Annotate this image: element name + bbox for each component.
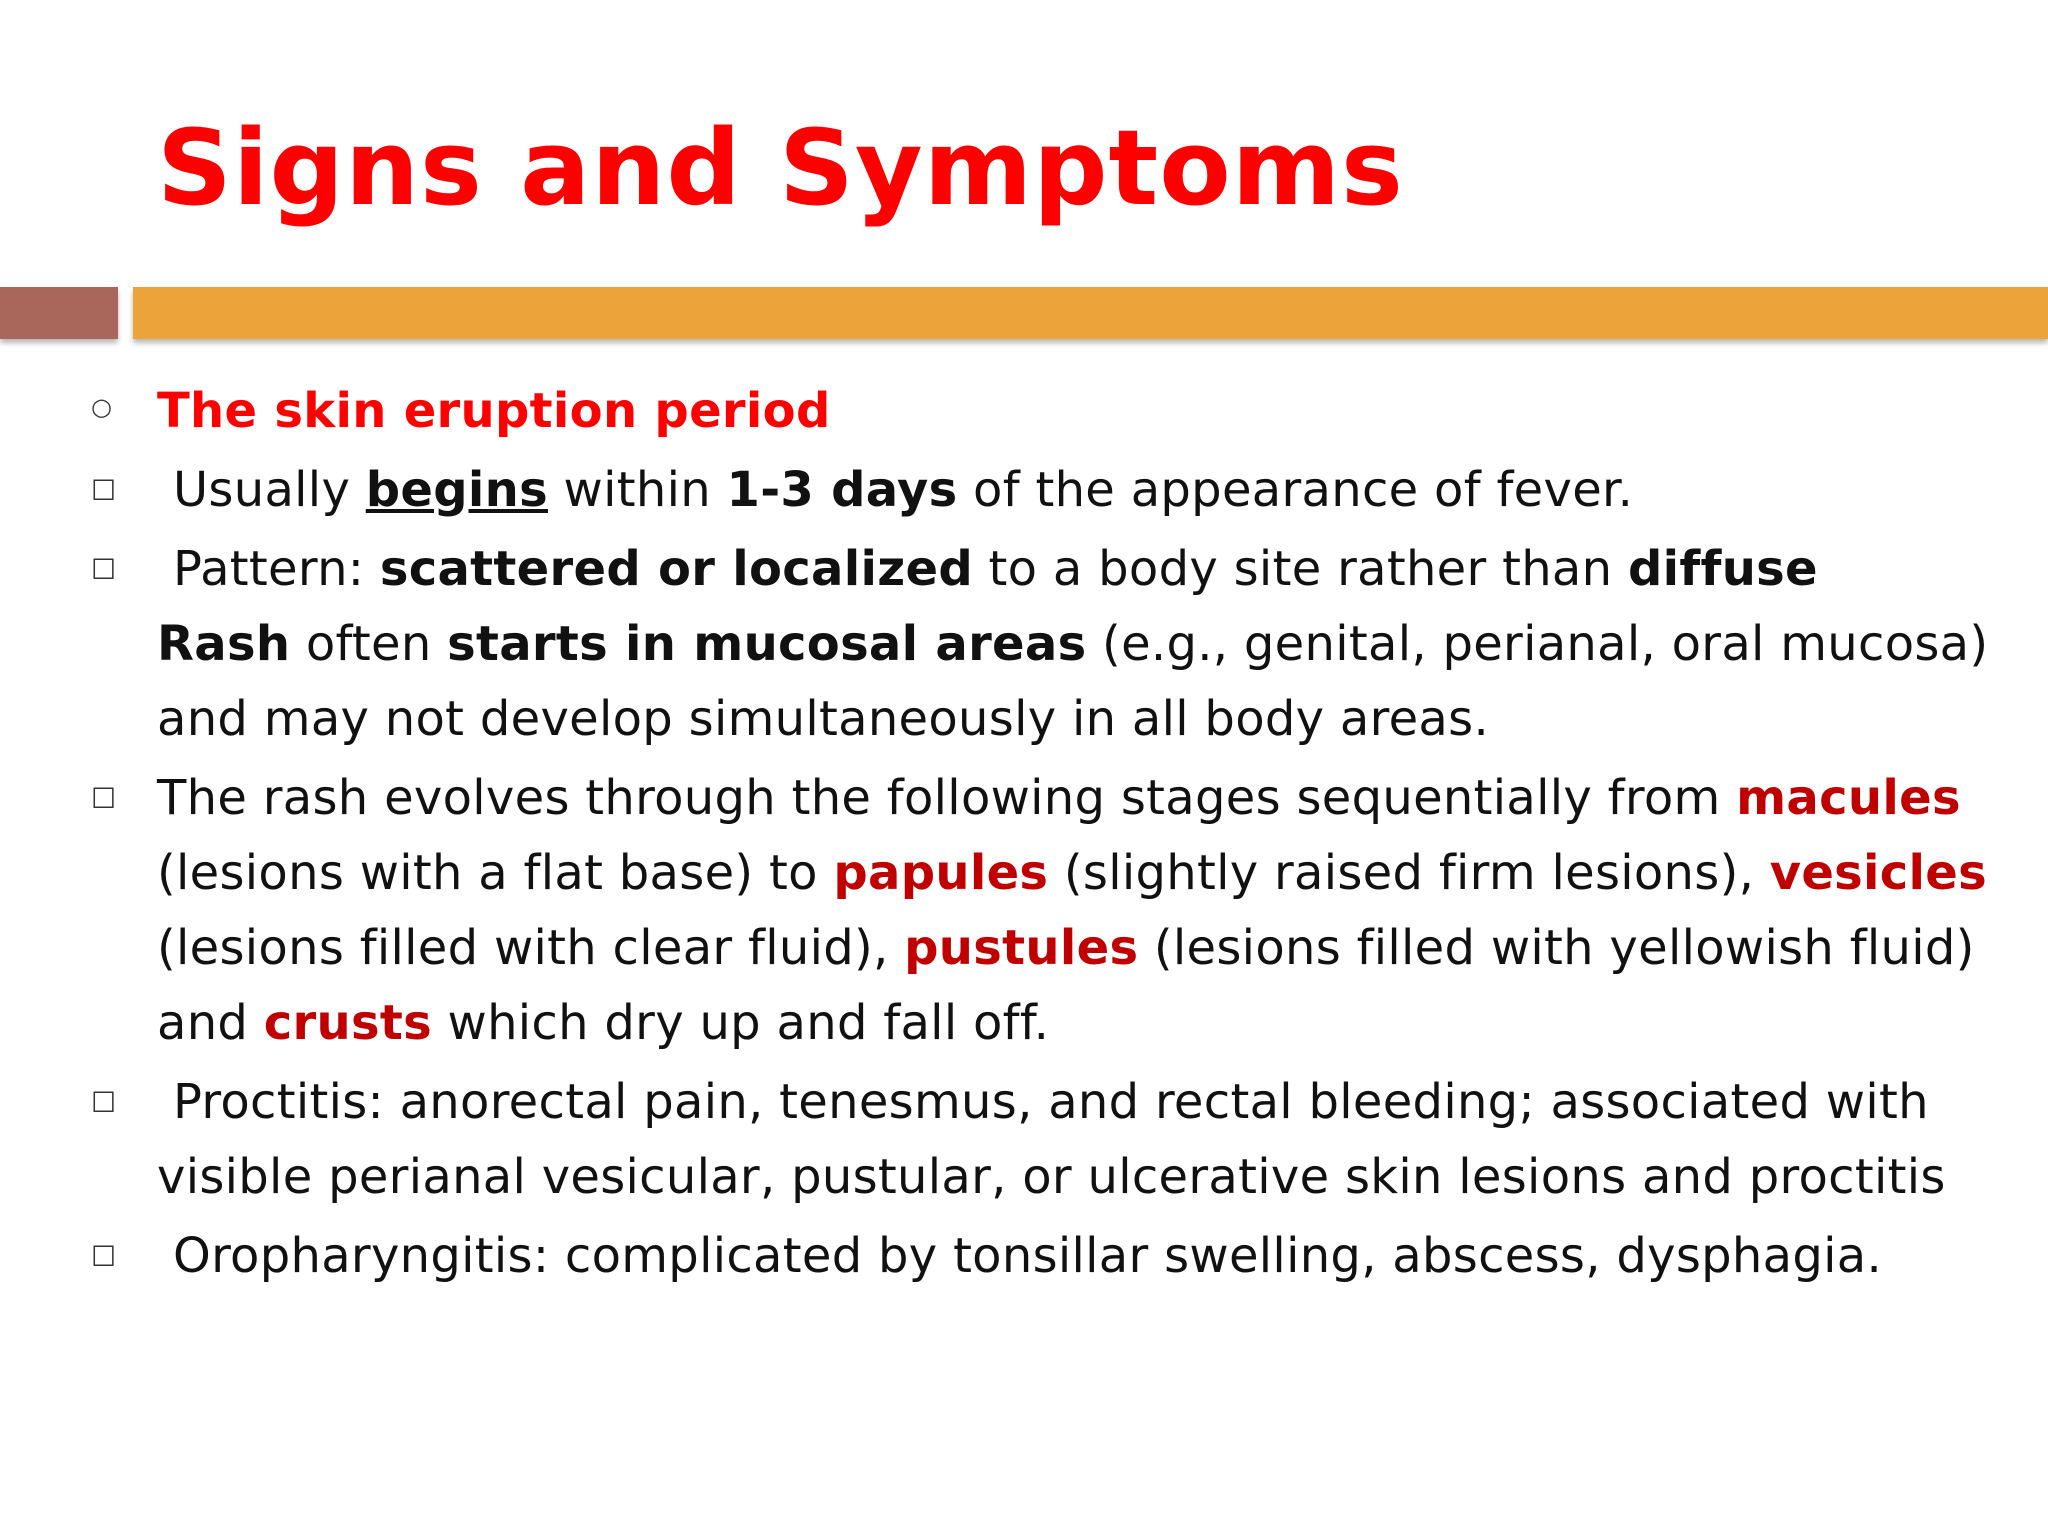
square-outline-icon: ☐ <box>91 1086 117 1119</box>
text-span: (lesions with a flat base) to <box>157 845 834 901</box>
text-span: Oropharyngitis: complicated by tonsillar swelling, abscess, dysphagia. <box>173 1228 1883 1284</box>
square-outline-icon: ☐ <box>91 782 117 815</box>
bullet-item-oropharyngitis <box>91 1219 2007 1294</box>
circle-outline-icon: ○ <box>91 393 113 421</box>
square-outline-icon: ☐ <box>91 553 117 586</box>
square-outline-icon: ☐ <box>91 1240 117 1273</box>
emphasis-days: 1-3 days <box>726 462 958 518</box>
text-span: (lesions filled with yellowish fluid) and <box>157 920 1975 1051</box>
square-outline-icon: ☐ <box>91 474 117 507</box>
bullet-item-pattern <box>91 532 2007 757</box>
text-span: within <box>548 462 727 518</box>
term-crusts: crusts <box>263 995 432 1051</box>
emphasis-begins: begins <box>365 462 548 518</box>
bullet-heading <box>91 374 2007 449</box>
text-span: Pattern: <box>173 541 380 597</box>
text-span: to a body site rather than <box>972 541 1628 597</box>
heading-text: The skin eruption period <box>157 383 831 439</box>
term-pustules: pustules <box>904 920 1139 976</box>
emphasis-rash: Rash <box>157 616 291 672</box>
emphasis-scattered: scattered or localized <box>379 541 973 597</box>
bullet-item-proctitis <box>91 1065 2007 1215</box>
term-vesicles: vesicles <box>1769 845 1988 901</box>
text-span: Usually <box>173 462 366 518</box>
term-macules: macules <box>1736 770 1961 826</box>
bullet-item-onset <box>91 453 2007 528</box>
accent-bar <box>133 287 2048 339</box>
text-span: of the appearance of fever. <box>957 462 1634 518</box>
accent-block <box>0 287 118 339</box>
text-span: which dry up and fall off. <box>431 995 1050 1051</box>
text-span: The rash evolves through the following stages sequentially from <box>157 770 1737 826</box>
bullet-list <box>91 374 2007 1294</box>
term-papules: papules <box>833 845 1049 901</box>
emphasis-diffuse: diffuse <box>1627 541 1818 597</box>
emphasis-starts: starts in mucosal areas <box>447 616 1087 672</box>
text-span: Proctitis: anorectal pain, tenesmus, and rectal bleeding; associated with visible perianal vesicular, pustular, or ulcerative skin lesions and proctitis <box>157 1074 1946 1205</box>
text-span: (e.g., genital, perianal, oral mucosa) and may not develop simultaneously in all body areas. <box>157 616 1989 747</box>
bullet-item-stages <box>91 761 2007 1061</box>
text-span: (lesions filled with clear fluid), <box>157 920 905 976</box>
slide-title: Signs and Symptoms <box>157 107 1404 229</box>
text-span: (slightly raised firm lesions), <box>1048 845 1770 901</box>
text-span: often <box>290 616 448 672</box>
